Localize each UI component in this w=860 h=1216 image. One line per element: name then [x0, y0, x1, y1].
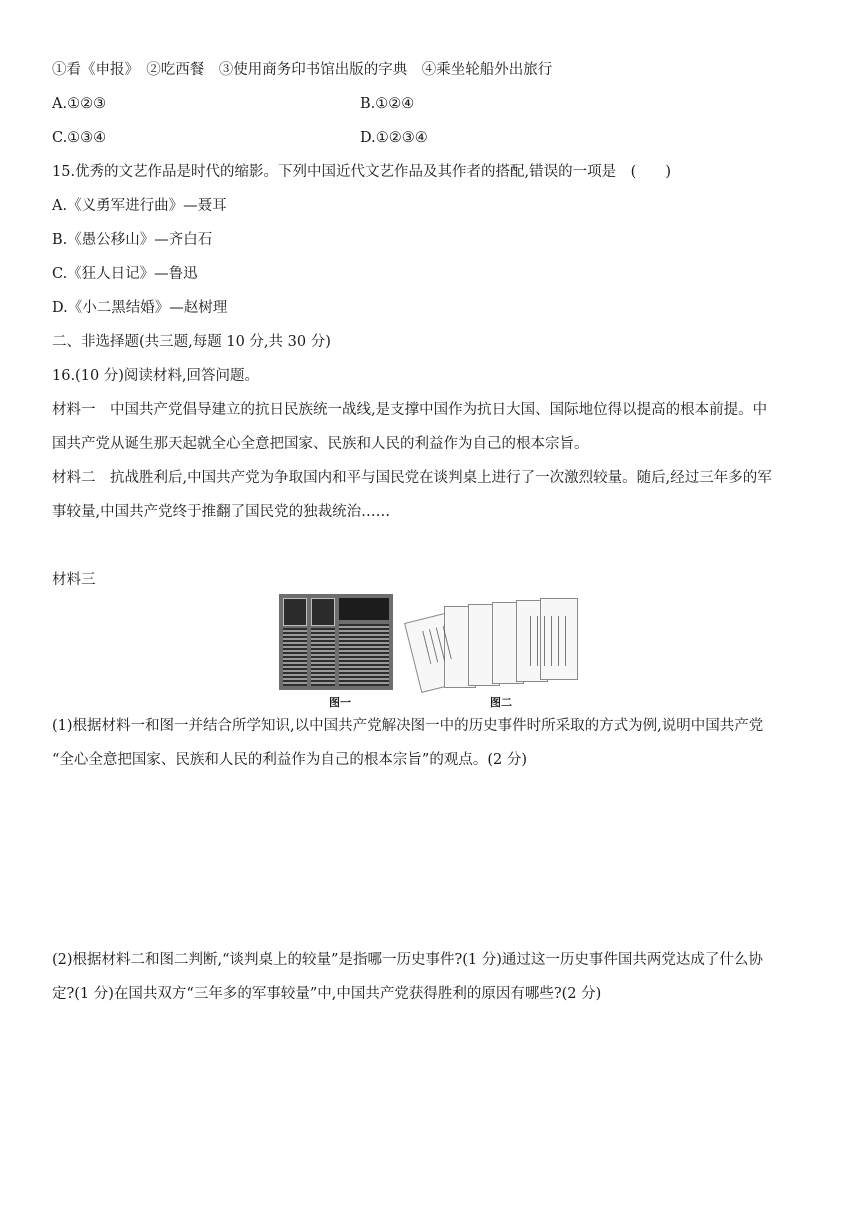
- figure-2-document-image: [410, 598, 578, 690]
- q15-choice-a: A.《义勇军进行曲》—聂耳: [52, 198, 227, 214]
- q14-choice-c: C.①③④: [52, 130, 107, 146]
- q15-choice-c: C.《狂人日记》—鲁迅: [52, 266, 198, 282]
- sub-question-1-line-1: (1)根据材料一和图一并结合所学知识,以中国共产党解决图一中的历史事件时所采取的方式为例,说明中国共产党: [52, 718, 764, 734]
- q14-choice-d: D.①②③④: [360, 130, 428, 146]
- newspaper-text-block: [311, 628, 335, 686]
- handwriting-mark: [530, 616, 570, 666]
- q16-stem: 16.(10 分)阅读材料,回答问题。: [52, 368, 260, 384]
- q14-choice-a: A.①②③: [52, 96, 107, 112]
- sub-question-2-line-1: (2)根据材料二和图二判断,“谈判桌上的较量”是指哪一历史事件?(1 分)通过这一历史事件国共两党达成了什么协: [52, 952, 763, 968]
- newspaper-text-block: [339, 624, 389, 686]
- section-2-title: 二、非选择题(共三题,每题 10 分,共 30 分): [52, 334, 331, 350]
- material-3-label: 材料三: [52, 572, 96, 588]
- figure-1-newspaper-image: [279, 594, 393, 690]
- q15-stem: 15.优秀的文艺作品是时代的缩影。下列中国近代文艺作品及其作者的搭配,错误的一项是 ( ): [52, 164, 671, 180]
- newspaper-text-block: [283, 628, 307, 686]
- q15-choice-b: B.《愚公移山》—齐白石: [52, 232, 213, 248]
- material-1-line-1: 材料一 中国共产党倡导建立的抗日民族统一战线,是支撑中国作为抗日大国、国际地位得以提高的根本前提。中: [52, 402, 768, 418]
- material-2-line-2: 事较量,中国共产党终于推翻了国民党的独裁统治……: [52, 504, 391, 520]
- material-2-line-1: 材料二 抗战胜利后,中国共产党为争取国内和平与国民党在谈判桌上进行了一次激烈较量。随后,经过三年多的军: [52, 470, 772, 486]
- q15-choice-d: D.《小二黑结婚》—赵树理: [52, 300, 228, 316]
- newspaper-headline: [339, 598, 389, 620]
- material-1-line-2: 国共产党从诞生那天起就全心全意把国家、民族和人民的利益作为自己的根本宗旨。: [52, 436, 589, 452]
- portrait-photo-right: [311, 598, 335, 626]
- figure-1-caption: 图一: [329, 696, 351, 709]
- q14-statements: ①看《申报》 ②吃西餐 ③使用商务印书馆出版的字典 ④乘坐轮船外出旅行: [52, 62, 553, 78]
- q14-choice-b: B.①②④: [360, 96, 415, 112]
- sub-question-1-line-2: “全心全意把国家、民族和人民的利益作为自己的根本宗旨”的观点。(2 分): [52, 752, 527, 768]
- figure-2-caption: 图二: [490, 696, 512, 709]
- sub-question-2-line-2: 定?(1 分)在国共双方“三年多的军事较量”中,中国共产党获得胜利的原因有哪些?(2 分): [52, 986, 602, 1002]
- portrait-photo-left: [283, 598, 307, 626]
